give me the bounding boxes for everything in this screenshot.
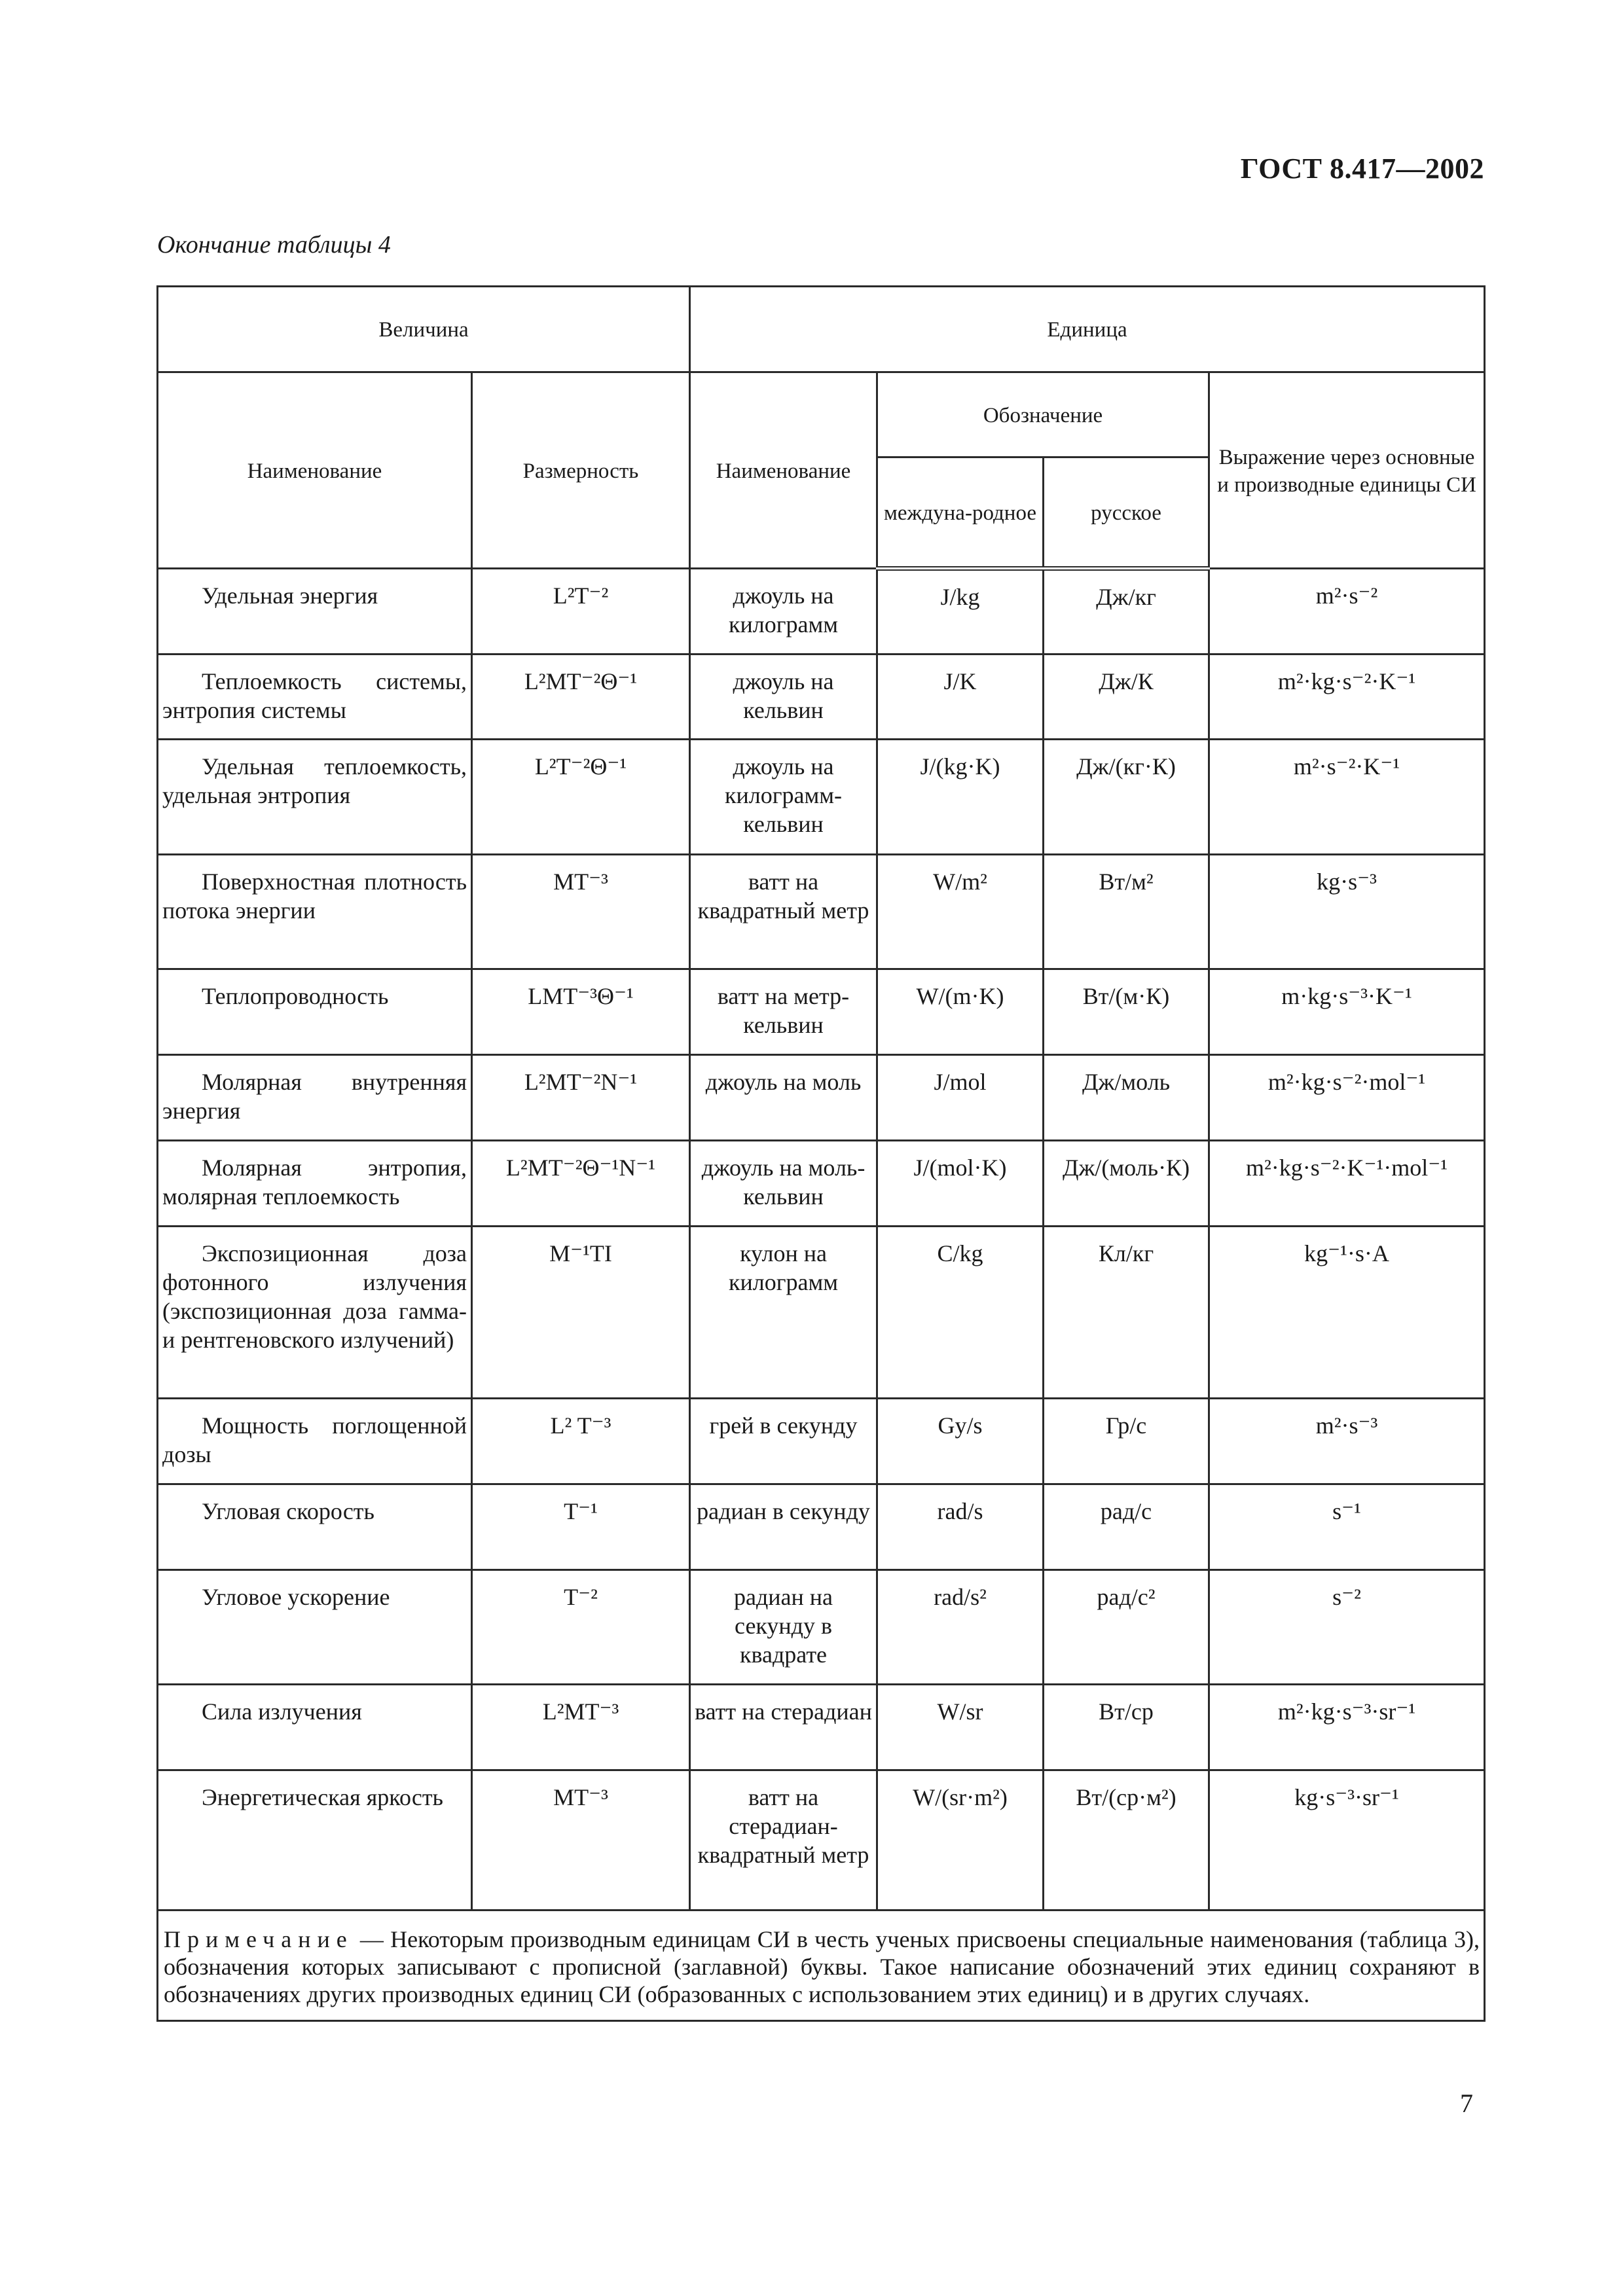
quantity-name-text: Поверхностная плотность потока энергии	[162, 869, 467, 924]
international-symbol-cell: rad/s	[877, 1484, 1044, 1570]
international-symbol-cell: J/kg	[877, 569, 1044, 655]
international-symbol-cell: Gy/s	[877, 1399, 1044, 1484]
quantity-name-text: Теплоемкость системы, энтропия системы	[162, 668, 467, 723]
quantity-name-cell	[158, 855, 472, 969]
quantity-name-text: Экспозиционная доза фотонного излучения (экспозиционная доза гамма- и рентгеновского излучений)	[162, 1240, 467, 1353]
unit-name-cell: кулон на килограмм	[690, 1227, 877, 1399]
standard-title: ГОСТ 8.417—2002	[1240, 152, 1484, 185]
russian-symbol-cell: рад/с	[1044, 1484, 1209, 1570]
header-quantity: Величина	[158, 287, 690, 372]
header-expression: Выражение через основные и производные единицы СИ	[1209, 372, 1485, 569]
dimension-cell: L²MT⁻³	[472, 1685, 690, 1770]
russian-symbol-cell: Дж/моль	[1044, 1055, 1209, 1141]
unit-name-cell: радиан в секунду	[690, 1484, 877, 1570]
dimension-cell: M⁻¹TI	[472, 1227, 690, 1399]
international-symbol-cell: J/(mol·K)	[877, 1141, 1044, 1227]
unit-name-cell: грей в секунду	[690, 1399, 877, 1484]
unit-name-cell: джоуль на кельвин	[690, 655, 877, 740]
note-dash: —	[353, 1926, 391, 1952]
unit-name-cell: ватт на стерадиан	[690, 1685, 877, 1770]
table-row	[158, 569, 1485, 655]
note-text: Некоторым производным единицам СИ в честь ученых присвоены специальные наименования (таблица 3), обозначения которых записывают с прописной (заглавной) буквы. Такое написание обозначений этих единиц сохраняют в обозначениях других производных единиц СИ (образованных с использованием этих единиц) и в других случаях.	[164, 1926, 1480, 2007]
quantity-name-cell	[158, 569, 472, 655]
table-row	[158, 1770, 1485, 1910]
table-body	[158, 569, 1485, 1910]
quantity-name-cell	[158, 1570, 472, 1685]
quantity-name-cell	[158, 1141, 472, 1227]
expression-cell: m²·s⁻²·K⁻¹	[1209, 740, 1485, 855]
russian-symbol-cell: Дж/(кг·К)	[1044, 740, 1209, 855]
russian-symbol-cell: Дж/кг	[1044, 569, 1209, 655]
unit-name-cell: ватт на метр-кельвин	[690, 969, 877, 1055]
russian-symbol-cell: рад/с²	[1044, 1570, 1209, 1685]
unit-name-cell: радиан на секунду в квадрате	[690, 1570, 877, 1685]
quantity-name-text: Угловое ускорение	[202, 1584, 390, 1610]
header-quantity-name: Наименование	[158, 372, 472, 569]
expression-cell: m²·kg·s⁻³·sr⁻¹	[1209, 1685, 1485, 1770]
dimension-cell: T⁻²	[472, 1570, 690, 1685]
expression-cell: kg·s⁻³·sr⁻¹	[1209, 1770, 1485, 1910]
unit-name-cell: ватт на квадратный метр	[690, 855, 877, 969]
table-caption: Окончание таблицы 4	[157, 231, 391, 259]
quantity-name-text: Сила излучения	[202, 1698, 362, 1725]
dimension-cell: T⁻¹	[472, 1484, 690, 1570]
quantity-name-cell	[158, 1685, 472, 1770]
russian-symbol-cell: Дж/(моль·К)	[1044, 1141, 1209, 1227]
international-symbol-cell: J/mol	[877, 1055, 1044, 1141]
note-label: Примечание	[164, 1926, 354, 1952]
unit-name-cell: джоуль на килограмм	[690, 569, 877, 655]
quantity-name-cell	[158, 1227, 472, 1399]
units-table	[156, 285, 1486, 2022]
table-row	[158, 740, 1485, 855]
header-unit-name: Наименование	[690, 372, 877, 569]
expression-cell: s⁻¹	[1209, 1484, 1485, 1570]
quantity-name-text: Удельная теплоемкость, удельная энтропия	[162, 753, 467, 808]
russian-symbol-cell: Гр/с	[1044, 1399, 1209, 1484]
international-symbol-cell: J/(kg·K)	[877, 740, 1044, 855]
expression-cell: m²·s⁻²	[1209, 569, 1485, 655]
table-row	[158, 1685, 1485, 1770]
dimension-cell: L² T⁻³	[472, 1399, 690, 1484]
table-row	[158, 855, 1485, 969]
header-international: междуна-родное	[877, 457, 1044, 569]
table-row	[158, 1484, 1485, 1570]
header-dimension: Размерность	[472, 372, 690, 569]
quantity-name-text: Мощность поглощенной дозы	[162, 1412, 467, 1467]
dimension-cell: L²T⁻²	[472, 569, 690, 655]
page-number: 7	[1460, 2089, 1473, 2118]
quantity-name-text: Молярная внутренняя энергия	[162, 1069, 467, 1124]
table-row	[158, 655, 1485, 740]
international-symbol-cell: W/(m·K)	[877, 969, 1044, 1055]
expression-cell: m²·s⁻³	[1209, 1399, 1485, 1484]
dimension-cell: MT⁻³	[472, 855, 690, 969]
table-row	[158, 1227, 1485, 1399]
expression-cell: kg⁻¹·s·A	[1209, 1227, 1485, 1399]
dimension-cell: MT⁻³	[472, 1770, 690, 1910]
international-symbol-cell: C/kg	[877, 1227, 1044, 1399]
international-symbol-cell: J/K	[877, 655, 1044, 740]
quantity-name-cell	[158, 1484, 472, 1570]
russian-symbol-cell: Вт/(м·К)	[1044, 969, 1209, 1055]
note-cell	[158, 1910, 1485, 2021]
quantity-name-cell	[158, 1770, 472, 1910]
unit-name-cell: джоуль на килограмм-кельвин	[690, 740, 877, 855]
quantity-name-text: Угловая скорость	[202, 1498, 374, 1524]
russian-symbol-cell: Кл/кг	[1044, 1227, 1209, 1399]
unit-name-cell: джоуль на моль-кельвин	[690, 1141, 877, 1227]
russian-symbol-cell: Вт/м²	[1044, 855, 1209, 969]
russian-symbol-cell: Вт/(ср·м²)	[1044, 1770, 1209, 1910]
dimension-cell: L²MT⁻²Θ⁻¹	[472, 655, 690, 740]
expression-cell: m·kg·s⁻³·K⁻¹	[1209, 969, 1485, 1055]
quantity-name-cell	[158, 1399, 472, 1484]
header-russian: русское	[1044, 457, 1209, 569]
expression-cell: m²·kg·s⁻²·mol⁻¹	[1209, 1055, 1485, 1141]
international-symbol-cell: W/sr	[877, 1685, 1044, 1770]
quantity-name-cell	[158, 1055, 472, 1141]
table-row	[158, 1399, 1485, 1484]
unit-name-cell: джоуль на моль	[690, 1055, 877, 1141]
unit-name-cell: ватт на стерадиан-квадратный метр	[690, 1770, 877, 1910]
header-designation: Обозначение	[877, 372, 1209, 457]
table-row	[158, 1055, 1485, 1141]
quantity-name-text: Теплопроводность	[202, 983, 389, 1009]
quantity-name-text: Энергетическая яркость	[202, 1784, 443, 1810]
dimension-cell: LMT⁻³Θ⁻¹	[472, 969, 690, 1055]
table-row	[158, 1570, 1485, 1685]
expression-cell: m²·kg·s⁻²·K⁻¹·mol⁻¹	[1209, 1141, 1485, 1227]
quantity-name-cell	[158, 969, 472, 1055]
russian-symbol-cell: Дж/К	[1044, 655, 1209, 740]
table-row	[158, 1141, 1485, 1227]
international-symbol-cell: W/(sr·m²)	[877, 1770, 1044, 1910]
dimension-cell: L²MT⁻²N⁻¹	[472, 1055, 690, 1141]
quantity-name-cell	[158, 655, 472, 740]
expression-cell: s⁻²	[1209, 1570, 1485, 1685]
russian-symbol-cell: Вт/ср	[1044, 1685, 1209, 1770]
header-unit: Единица	[690, 287, 1485, 372]
international-symbol-cell: rad/s²	[877, 1570, 1044, 1685]
expression-cell: kg·s⁻³	[1209, 855, 1485, 969]
quantity-name-text: Удельная энергия	[202, 583, 378, 609]
dimension-cell: L²T⁻²Θ⁻¹	[472, 740, 690, 855]
quantity-name-text: Молярная энтропия, молярная теплоемкость	[162, 1155, 467, 1210]
dimension-cell: L²MT⁻²Θ⁻¹N⁻¹	[472, 1141, 690, 1227]
quantity-name-cell	[158, 740, 472, 855]
table-row	[158, 969, 1485, 1055]
expression-cell: m²·kg·s⁻²·K⁻¹	[1209, 655, 1485, 740]
international-symbol-cell: W/m²	[877, 855, 1044, 969]
